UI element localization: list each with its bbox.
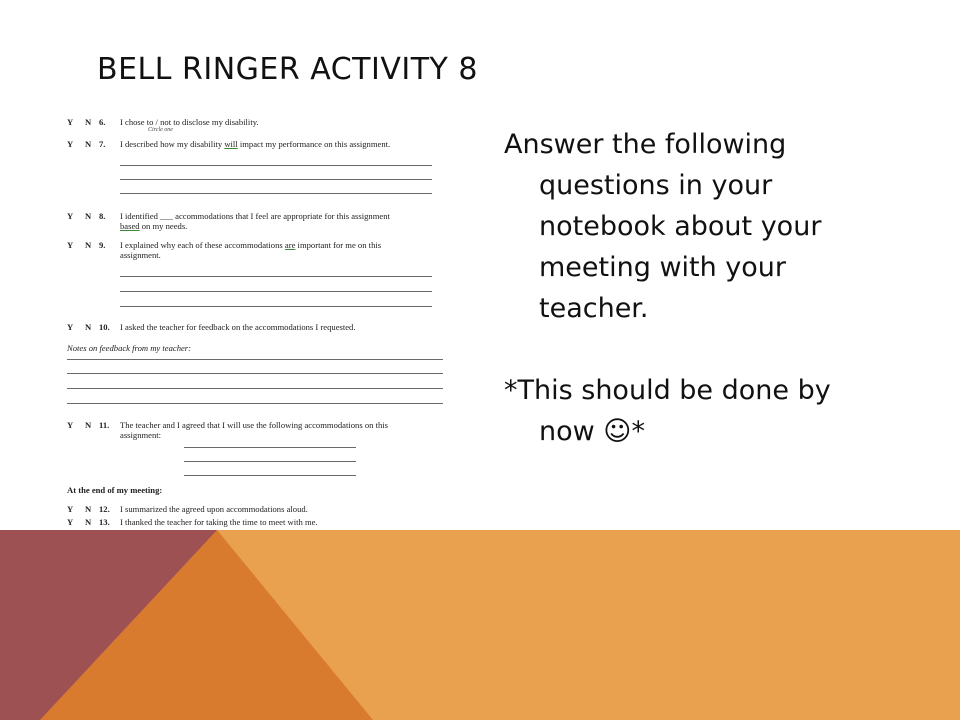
instructions-text — [504, 124, 834, 452]
answer-line — [184, 475, 356, 476]
item-text: I asked the teacher for feedback on the accommodations I requested. — [120, 322, 356, 332]
no-option: N — [85, 322, 92, 332]
item-number: 11. — [99, 420, 110, 430]
circle-one-note: Circle one — [148, 127, 173, 133]
answer-line — [120, 179, 432, 180]
item-text: I chose to / not to disclose my disability. — [120, 117, 259, 127]
notes-line — [67, 388, 443, 389]
no-option: N — [85, 211, 92, 221]
yes-option: Y — [67, 240, 74, 250]
yes-option: Y — [67, 420, 74, 430]
notes-line — [67, 359, 443, 360]
no-option: N — [85, 240, 92, 250]
notes-line — [67, 373, 443, 374]
answer-line — [120, 193, 432, 194]
item-text: I explained why each of these accommodations are important for me on this assignment. — [120, 240, 382, 260]
item-number: 10. — [99, 322, 110, 332]
item-number: 6. — [99, 117, 106, 127]
notes-label: Notes on feedback from my teacher: — [67, 343, 192, 353]
yes-option: Y — [67, 211, 74, 221]
slide-title: BELL RINGER ACTIVITY 8 — [97, 52, 478, 87]
checklist-image — [58, 103, 474, 531]
answer-line — [120, 291, 432, 292]
item-number: 9. — [99, 240, 106, 250]
answer-line — [120, 276, 432, 277]
item-number: 13. — [99, 517, 110, 527]
end-of-meeting-heading: At the end of my meeting: — [67, 485, 163, 495]
answer-line — [184, 447, 356, 448]
answer-line — [120, 165, 432, 166]
smiley-icon: ☺ — [603, 416, 632, 447]
item-number: 12. — [99, 504, 110, 514]
item-number: 8. — [99, 211, 106, 221]
no-option: N — [85, 117, 92, 127]
notes-line — [67, 403, 443, 404]
instruction-paragraph: Answer the following questions in your notebook about your meeting with your teacher. — [504, 129, 822, 324]
yes-option: Y — [67, 139, 74, 149]
item-text: I identified ___ accommodations that I feel are appropriate for this assignment based on my needs. — [120, 211, 390, 231]
yes-option: Y — [67, 504, 74, 514]
answer-line — [120, 306, 432, 307]
item-number: 7. — [99, 139, 106, 149]
item-text: I summarized the agreed upon accommodations aloud. — [120, 504, 308, 514]
item-text: I described how my disability will impact my performance on this assignment. — [120, 139, 391, 149]
item-text: I thanked the teacher for taking the time to meet with me. — [120, 517, 318, 527]
answer-line — [184, 461, 356, 462]
no-option: N — [85, 420, 92, 430]
yes-option: Y — [67, 117, 74, 127]
reminder-paragraph: *This should be done by now ☺* — [504, 375, 831, 447]
yes-option: Y — [67, 517, 74, 527]
item-text: The teacher and I agreed that I will use the following accommodations on this assignment: — [120, 420, 388, 440]
no-option: N — [85, 139, 92, 149]
no-option: N — [85, 504, 92, 514]
yes-option: Y — [67, 322, 74, 332]
decorative-triangles — [0, 530, 960, 720]
no-option: N — [85, 517, 92, 527]
